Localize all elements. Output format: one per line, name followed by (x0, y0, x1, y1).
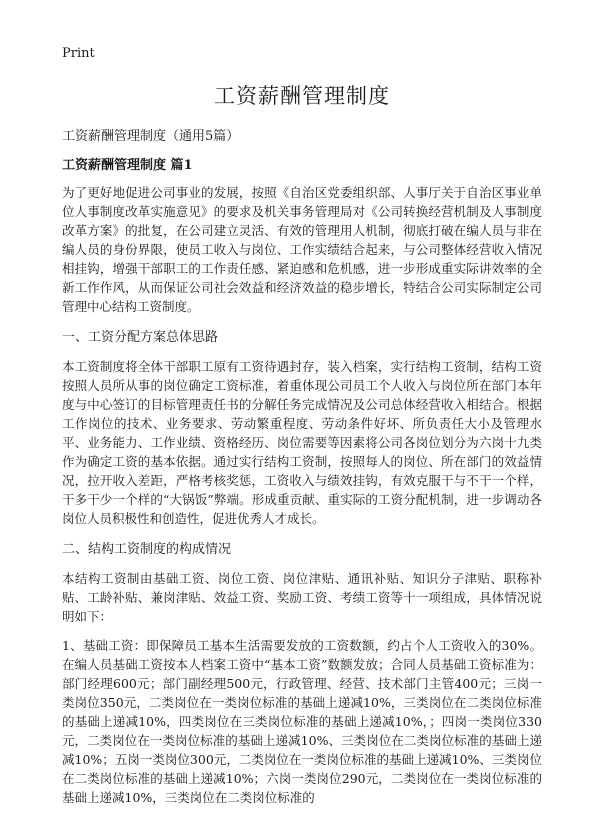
paragraph-intro: 为了更好地促进公司事业的发展，按照《自治区党委组织部、人事厅关于自治区事业单位人事制度改革实施意见》的要求及机关事务管理局对《公司转换经营机制及人事制度改革方案》的批复，在公司建立灵活、有效的管理用人机制，彻底打破在编人员与非在编人员的身份界限，使员工收入与岗位、工作实绩结合起来，与公司整体经营收入情况相挂钩，增强干部职工的工作责任感、紧迫感和危机感，进一步形成重实际讲效率的全新工作作风，从而保证公司社会效益和经济效益的稳步增长，特结合公司实际制定公司管理中心结构工资制度。 (62, 185, 542, 314)
document-subtitle: 工资薪酬管理制度（通用5篇） (62, 129, 240, 144)
paragraph-base-salary: 1、基础工资：即保障员工基本生活需要发放的工资数额，约占个人工资收入的30%。在编人员基础工资按本人档案工资中“基本工资”数额发放；合同人员基础工资标准为：部门经理600元；部门副经理500元，行政管理、经营、技术部门主管400元；三岗一类岗位350元，二类岗位在一类岗位标准的基础上递减10%，三类岗位在二类岗位标准的基础上递减10%，四类岗位在三类岗位标准的基础上递减10%，；四岗一类岗位330元，二类岗位在一类岗位标准的基础上递减10%、三类岗位在二类岗位标准的基础上递减10%；五岗一类岗位300元，二类岗位在一类岗位标准的基础上递减10%、三类岗位在二类岗位标准的基础上递减10%；六岗一类岗位290元，二类岗位在一类岗位标准的基础上递减10%，三类岗位在二类岗位标准的 (62, 638, 542, 805)
heading-overall-approach: 一、工资分配方案总体思路 (62, 330, 219, 345)
document-title: 工资薪酬管理制度 (214, 84, 390, 108)
print-label[interactable]: Print (62, 46, 95, 61)
paragraph-overall-approach: 本工资制度将全体干部职工原有工资待遇封存，装入档案，实行结构工资制，结构工资按照人员所从事的岗位确定工资标准，着重体现公司员工个人收入与岗位所在部门本年度与中心签订的目标管理责任书的分解任务完成情况及公司总体经营收入相结合。根据工作岗位的技术、业务要求、劳动繁重程度、劳动条件好坏、所负责任大小及管理水平、业务能力、工作业绩、资格经历、岗位需要等因素将公司各岗位划分为六岗十九类作为确定工资的基本依据。通过实行结构工资制，按照每人的岗位、所在部门的效益情况，拉开收入差距，严格考核奖惩，工资收入与绩效挂钩，有效克服干与不干一个样，干多干少一个样的“大锅饭”弊端。形成重贡献、重实际的工资分配机制，进一步调动各岗位人员积极性和创造性，促进优秀人才成长。 (62, 359, 542, 526)
paragraph-structure: 本结构工资制由基础工资、岗位工资、岗位津贴、通讯补贴、知识分子津贴、职称补贴、工龄补贴、兼岗津贴、效益工资、奖励工资、考绩工资等十一项组成，具体情况说明如下： (62, 571, 542, 624)
section-heading: 工资薪酬管理制度 篇1 (62, 158, 193, 173)
heading-structure: 二、结构工资制度的构成情况 (62, 542, 232, 557)
